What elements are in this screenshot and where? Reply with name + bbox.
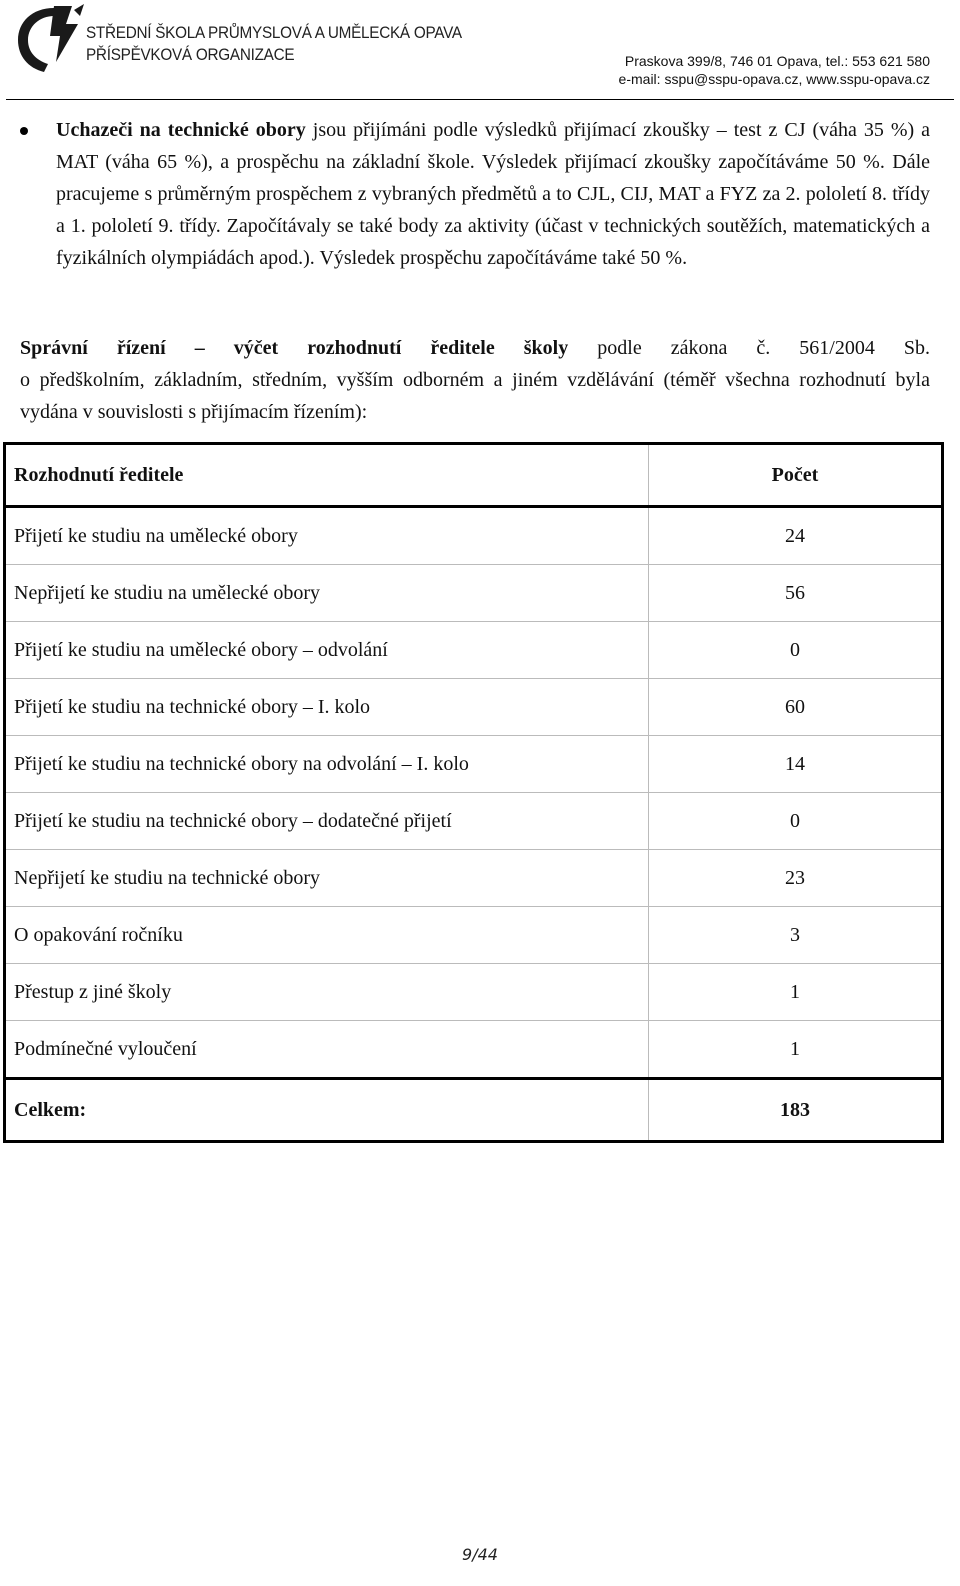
row-count: 56 (649, 565, 943, 622)
row-decision: O opakování ročníku (5, 907, 649, 964)
row-decision: Nepřijetí ke studiu na umělecké obory (5, 565, 649, 622)
total-label: Celkem: (5, 1079, 649, 1142)
school-name (86, 22, 462, 66)
header-divider (6, 99, 954, 100)
page-header (0, 0, 960, 100)
table-row (5, 964, 943, 1021)
total-count: 183 (649, 1079, 943, 1142)
bullet-icon (20, 127, 28, 135)
email-web-text: e-mail: sspu@sspu-opava.cz, www.sspu-opava.cz (618, 71, 930, 87)
row-count: 23 (649, 850, 943, 907)
row-count: 0 (649, 793, 943, 850)
admin-heading-rest: podle zákona č. 561/2004 Sb. (568, 337, 930, 359)
address-text: Praskova 399/8, 746 01 Opava, tel.: 553 621 580 (624, 53, 930, 69)
page-number: 9/44 (462, 1545, 498, 1564)
decisions-table (3, 442, 944, 1143)
contact-block (619, 52, 930, 88)
table-header-row (5, 444, 943, 507)
row-count: 0 (649, 622, 943, 679)
table-row (5, 565, 943, 622)
school-logo-icon (14, 2, 94, 74)
table-row (5, 907, 943, 964)
row-decision: Přijetí ke studiu na umělecké obory (5, 507, 649, 565)
admission-text-part1: jsou přijímáni podle výsledků přijímací zkoušky – test z CJ (váha 35 %) a MAT (váha 65 %), a prospěchu na základní škole. Výsledek přijímací zkoušky započítáváme 50 %. Dále pracujeme s průměrným prospěchem z vybraných předmětů a to CJL, CIJ, MAT a FYZ za 2. pololetí 8. třídy a 1. pololetí 9. třídy. (56, 119, 930, 237)
table-row (5, 850, 943, 907)
admission-paragraph (56, 114, 930, 274)
row-decision: Přijetí ke studiu na technické obory – dodatečné přijetí (5, 793, 649, 850)
admin-body: o předškolním, základním, středním, vyšším odborném a jiném vzdělávání (téměř všechna rozhodnutí byla vydána v souvislosti s přijímacím řízením): (20, 369, 930, 423)
school-name-line2: PŘÍSPĚVKOVÁ ORGANIZACE (86, 45, 295, 64)
admission-bullet (20, 114, 930, 274)
table-row (5, 679, 943, 736)
table-row (5, 507, 943, 565)
table-row (5, 736, 943, 793)
row-count: 60 (649, 679, 943, 736)
header-count: Počet (649, 444, 943, 507)
row-decision: Podmínečné vyloučení (5, 1021, 649, 1079)
administrative-proceedings-paragraph (20, 332, 930, 428)
school-name-line1: STŘEDNÍ ŠKOLA PRŮMYSLOVÁ A UMĚLECKÁ OPAVA (86, 23, 462, 42)
admin-heading: Správní řízení – výčet rozhodnutí ředitele školy (20, 337, 569, 359)
table-row (5, 1021, 943, 1079)
header-decision: Rozhodnutí ředitele (5, 444, 649, 507)
row-decision: Přijetí ke studiu na umělecké obory – odvolání (5, 622, 649, 679)
row-decision: Přijetí ke studiu na technické obory – I. kolo (5, 679, 649, 736)
row-count: 14 (649, 736, 943, 793)
table-row (5, 622, 943, 679)
row-decision: Přijetí ke studiu na technické obory na odvolání – I. kolo (5, 736, 649, 793)
row-decision: Nepřijetí ke studiu na technické obory (5, 850, 649, 907)
table-total-row (5, 1079, 943, 1142)
table-row (5, 793, 943, 850)
row-count: 24 (649, 507, 943, 565)
row-count: 3 (649, 907, 943, 964)
admin-heading-line (20, 332, 930, 364)
row-count: 1 (649, 1021, 943, 1079)
row-count: 1 (649, 964, 943, 1021)
admission-text-part2: Započítávaly se také body za aktivity (účast v technických soutěžích, matematických a fyzikálních olympiádách apod.). Výsledek prospěchu započítáváme také 50 %. (56, 215, 930, 269)
admission-lead: Uchazeči na technické obory (56, 119, 306, 141)
row-decision: Přestup z jiné školy (5, 964, 649, 1021)
